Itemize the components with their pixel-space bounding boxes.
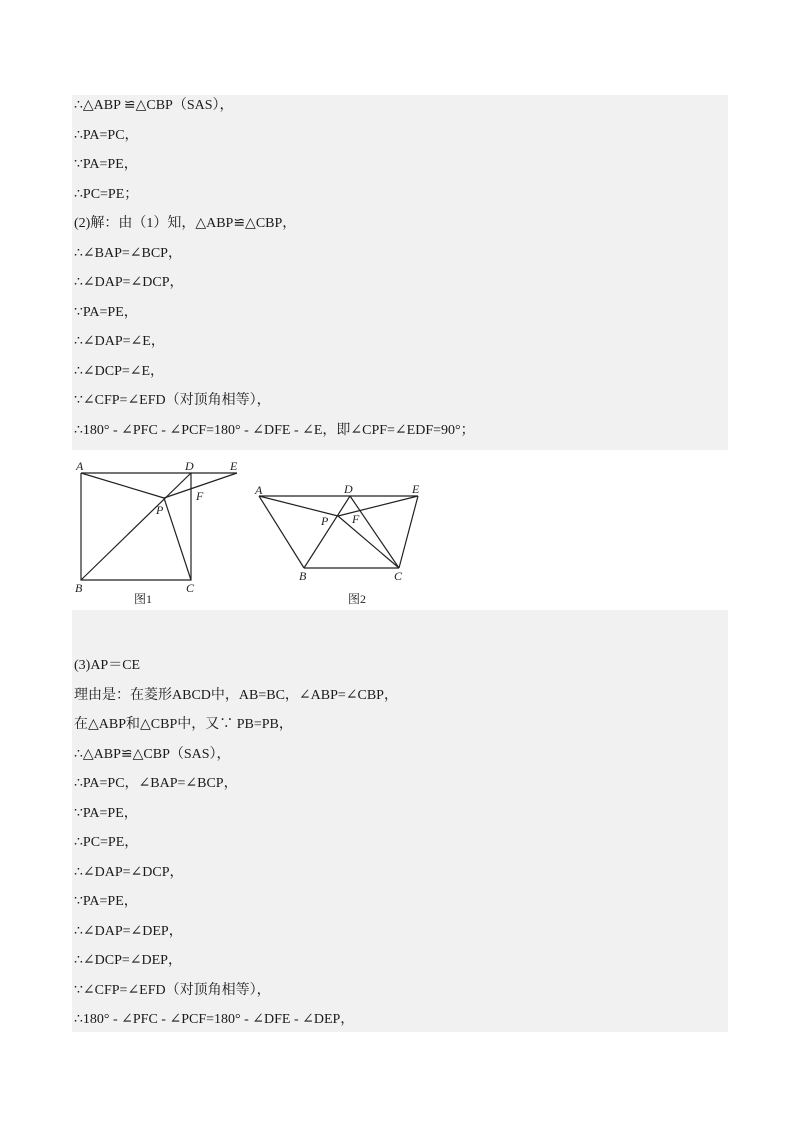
solution-line: (3)AP＝CE: [74, 658, 141, 673]
solution-line: ∴△ABP ≌△CBP（SAS），: [74, 98, 234, 113]
fig2-label-f: F: [352, 512, 360, 526]
fig2-label-p: P: [321, 514, 329, 528]
solution-line: ∵∠CFP=∠EFD（对顶角相等），: [74, 393, 271, 408]
fig1-label-a: A: [76, 459, 84, 473]
solution-line: ∴∠DAP=∠E，: [74, 334, 165, 349]
solution-line: ∵PA=PE，: [74, 305, 138, 320]
fig1-label-p: P: [156, 503, 164, 517]
fig2-label-e: E: [412, 482, 420, 496]
segment-bd: [304, 496, 350, 568]
fig1-label-e: E: [230, 459, 238, 473]
solution-line: ∴PC=PE，: [74, 835, 139, 850]
solution-line: ∴∠DAP=∠DCP，: [74, 275, 184, 290]
solution-line: ∴PA=PC，∠BAP=∠BCP，: [74, 776, 238, 791]
solution-line: ∵PA=PE，: [74, 806, 138, 821]
fig2-label-a: A: [255, 483, 263, 497]
segment-pe: [338, 496, 418, 516]
solution-line: ∴∠BAP=∠BCP，: [74, 246, 182, 261]
fig1-label-d: D: [185, 459, 194, 473]
segment-pc: [164, 498, 191, 580]
fig2-caption: 图2: [348, 592, 367, 606]
solution-line: 在△ABP和△CBP中，又∵ PB=PB，: [74, 717, 293, 732]
solution-line: ∴PA=PC，: [74, 128, 139, 143]
solution-line: ∴∠DCP=∠E，: [74, 364, 165, 379]
solution-line: ∵∠CFP=∠EFD（对顶角相等），: [74, 983, 271, 998]
segment-ap: [81, 473, 164, 498]
segment-ap: [259, 496, 338, 516]
geometry-figures: [72, 458, 424, 610]
figure-1: [81, 473, 237, 580]
fig1-label-c: C: [186, 581, 195, 595]
segment-ec: [399, 496, 418, 568]
solution-line: ∴∠DAP=∠DCP，: [74, 865, 184, 880]
fig2-label-b: B: [299, 569, 307, 583]
geometry-figures-svg: [72, 458, 424, 610]
fig2-label-d: D: [344, 482, 353, 496]
solution-line: ∵PA=PE，: [74, 157, 138, 172]
fig1-label-f: F: [196, 489, 204, 503]
solution-line: ∴PC=PE；: [74, 187, 139, 202]
fig2-label-c: C: [394, 569, 403, 583]
solution-line: ∴180° - ∠PFC - ∠PCF=180° - ∠DFE - ∠E，即∠CPF=∠EDF=90°；: [74, 423, 475, 438]
segment-ab: [259, 496, 304, 568]
solution-line: 理由是：在菱形ABCD中，AB=BC，∠ABP=∠CBP，: [74, 688, 398, 703]
solution-line: ∴180° - ∠PFC - ∠PCF=180° - ∠DFE - ∠DEP，: [74, 1012, 355, 1027]
solution-line: ∴∠DAP=∠DEP，: [74, 924, 183, 939]
solution-line: (2)解：由（1）知，△ABP≌△CBP，: [74, 216, 297, 231]
solution-line: ∴∠DCP=∠DEP，: [74, 953, 182, 968]
fig1-caption: 图1: [134, 592, 153, 606]
fig1-label-b: B: [75, 581, 83, 595]
solution-line: ∴△ABP≌△CBP（SAS），: [74, 747, 231, 762]
figure-2: [259, 496, 418, 568]
solution-line: ∵PA=PE，: [74, 894, 138, 909]
